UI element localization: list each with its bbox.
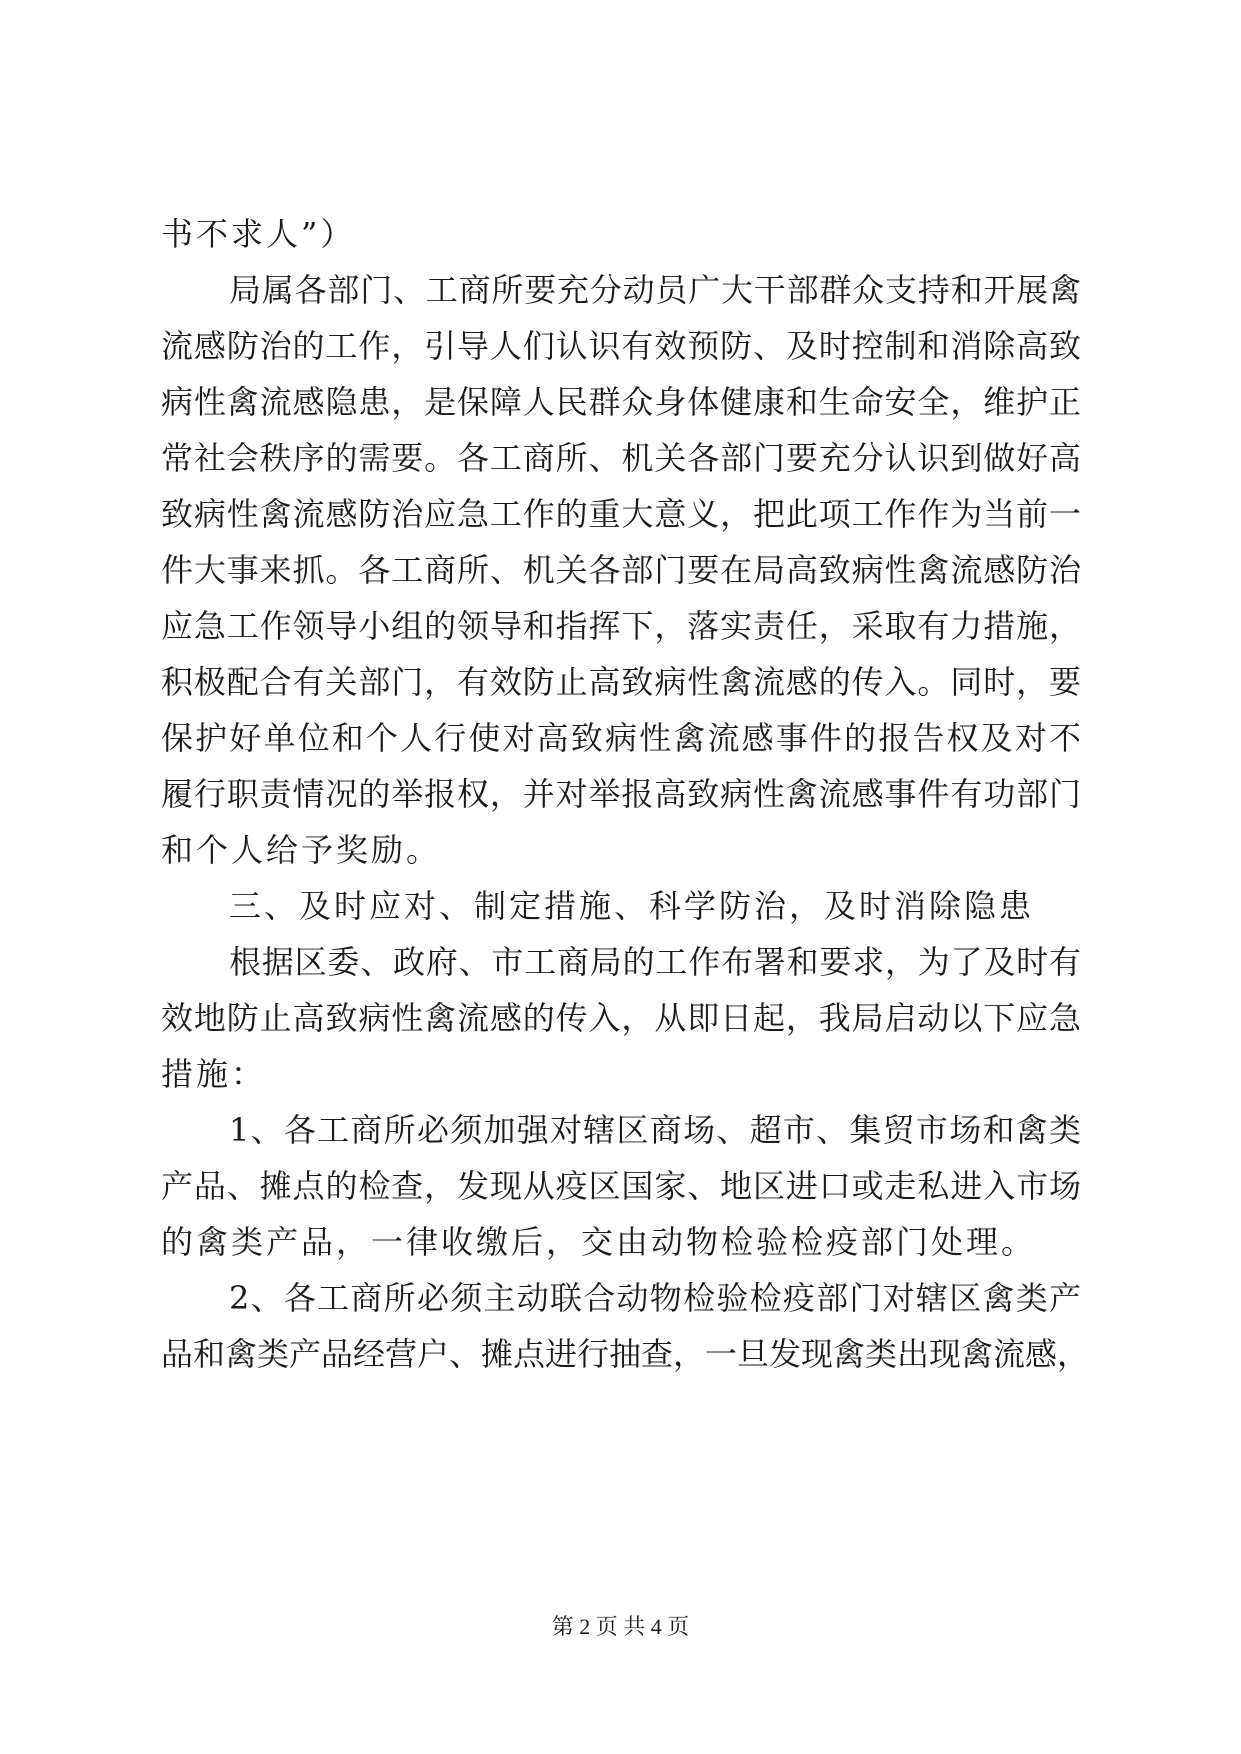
text-line: 书不求人”）	[161, 215, 356, 253]
text-line: 致病性禽流感防治应急工作的重大意义，把此项工作作为当前一	[161, 495, 1081, 533]
text-line: 病性禽流感隐患，是保障人民群众身体健康和生命安全，维护正	[161, 383, 1081, 421]
text-line: 1、各工商所必须加强对辖区商场、超市、集贸市场和禽类	[229, 1111, 1081, 1149]
text-line: 产品、摊点的检查，发现从疫区国家、地区进口或走私进入市场	[161, 1167, 1081, 1205]
text-line: 履行职责情况的举报权，并对举报高致病性禽流感事件有功部门	[161, 775, 1081, 813]
text-line: 局属各部门、工商所要充分动员广大干部群众支持和开展禽	[229, 271, 1081, 309]
text-line: 流感防治的工作，引导人们认识有效预防、及时控制和消除高致	[161, 327, 1081, 365]
text-line: 措施：	[161, 1055, 267, 1093]
text-line: 2、各工商所必须主动联合动物检验检疫部门对辖区禽类产	[229, 1279, 1081, 1317]
text-line: 效地防止高致病性禽流感的传入，从即日起，我局启动以下应急	[161, 999, 1081, 1037]
text-line: 积极配合有关部门，有效防止高致病性禽流感的传入。同时，要	[161, 663, 1081, 701]
text-line: 根据区委、政府、市工商局的工作布署和要求，为了及时有	[229, 943, 1081, 981]
text-line: 常社会秩序的需要。各工商所、机关各部门要充分认识到做好高	[161, 439, 1081, 477]
section-heading: 三、及时应对、制定措施、科学防治，及时消除隐患	[229, 887, 1035, 925]
text-line: 和个人给予奖励。	[161, 831, 442, 869]
page-footer: 第 2 页 共 4 页	[551, 1614, 690, 1639]
text-line: 的禽类产品，一律收缴后，交由动物检验检疫部门处理。	[161, 1223, 1037, 1261]
text-line: 保护好单位和个人行使对高致病性禽流感事件的报告权及对不	[161, 719, 1081, 757]
text-line: 应急工作领导小组的领导和指挥下，落实责任，采取有力措施，	[161, 607, 1081, 645]
text-line: 品和禽类产品经营户、摊点进行抽查，一旦发现禽类出现禽流感，	[161, 1335, 1090, 1373]
text-line: 件大事来抓。各工商所、机关各部门要在局高致病性禽流感防治	[161, 551, 1081, 589]
